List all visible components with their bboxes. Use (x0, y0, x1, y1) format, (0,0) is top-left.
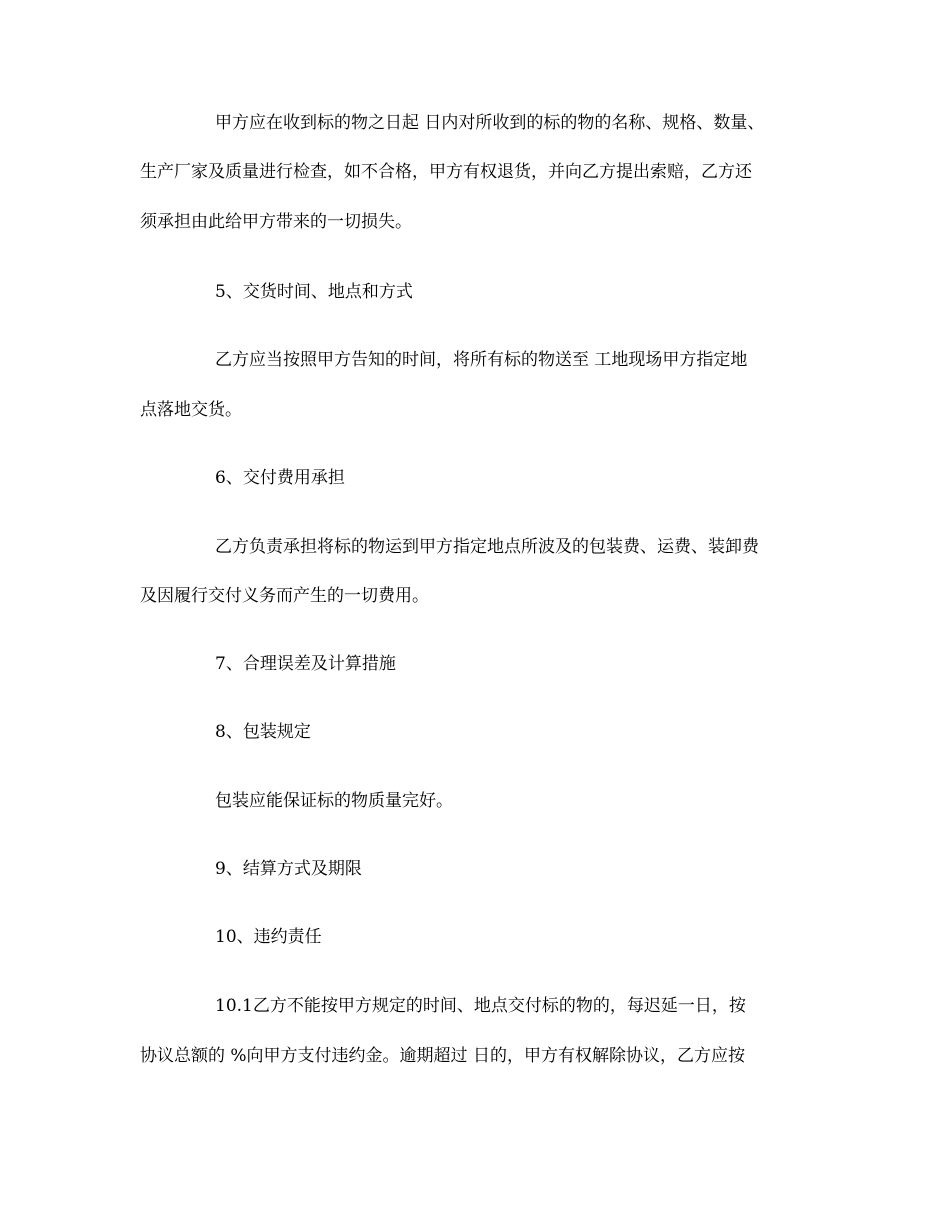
section-heading-5: 5、交货时间、地点和方式 (215, 282, 413, 302)
paragraph-line-1: 甲方应在收到标的物之日起 日内对所收到的标的物的名称、规格、数量、 (215, 113, 765, 133)
section-heading-10: 10、违约责任 (215, 927, 322, 947)
paragraph-line-5: 点落地交货。 (140, 400, 242, 420)
paragraph-line-4: 乙方应当按照甲方告知的时间，将所有标的物送至 工地现场甲方指定地 (215, 350, 748, 370)
paragraph-line-9: 10.1乙方不能按甲方规定的时间、地点交付标的物的，每迟延一日，按 (215, 996, 746, 1016)
paragraph-line-2: 生产厂家及质量进行检查，如不合格，甲方有权退货，并向乙方提出索赔，乙方还 (140, 162, 752, 182)
paragraph-line-7: 及因履行交付义务而产生的一切费用。 (140, 586, 429, 606)
section-heading-7: 7、合理误差及计算措施 (215, 654, 396, 674)
section-heading-6: 6、交付费用承担 (215, 468, 345, 488)
paragraph-line-6: 乙方负责承担将标的物运到甲方指定地点所波及的包装费、运费、装卸费 (215, 537, 759, 557)
paragraph-line-10: 协议总额的 %向甲方支付违约金。逾期超过 日的，甲方有权解除协议，乙方应按 (140, 1046, 745, 1066)
section-heading-9: 9、结算方式及期限 (215, 859, 362, 879)
section-heading-8: 8、包装规定 (215, 722, 311, 742)
paragraph-line-3: 须承担由此给甲方带来的一切损失。 (140, 212, 412, 232)
paragraph-line-8: 包装应能保证标的物质量完好。 (215, 791, 453, 811)
